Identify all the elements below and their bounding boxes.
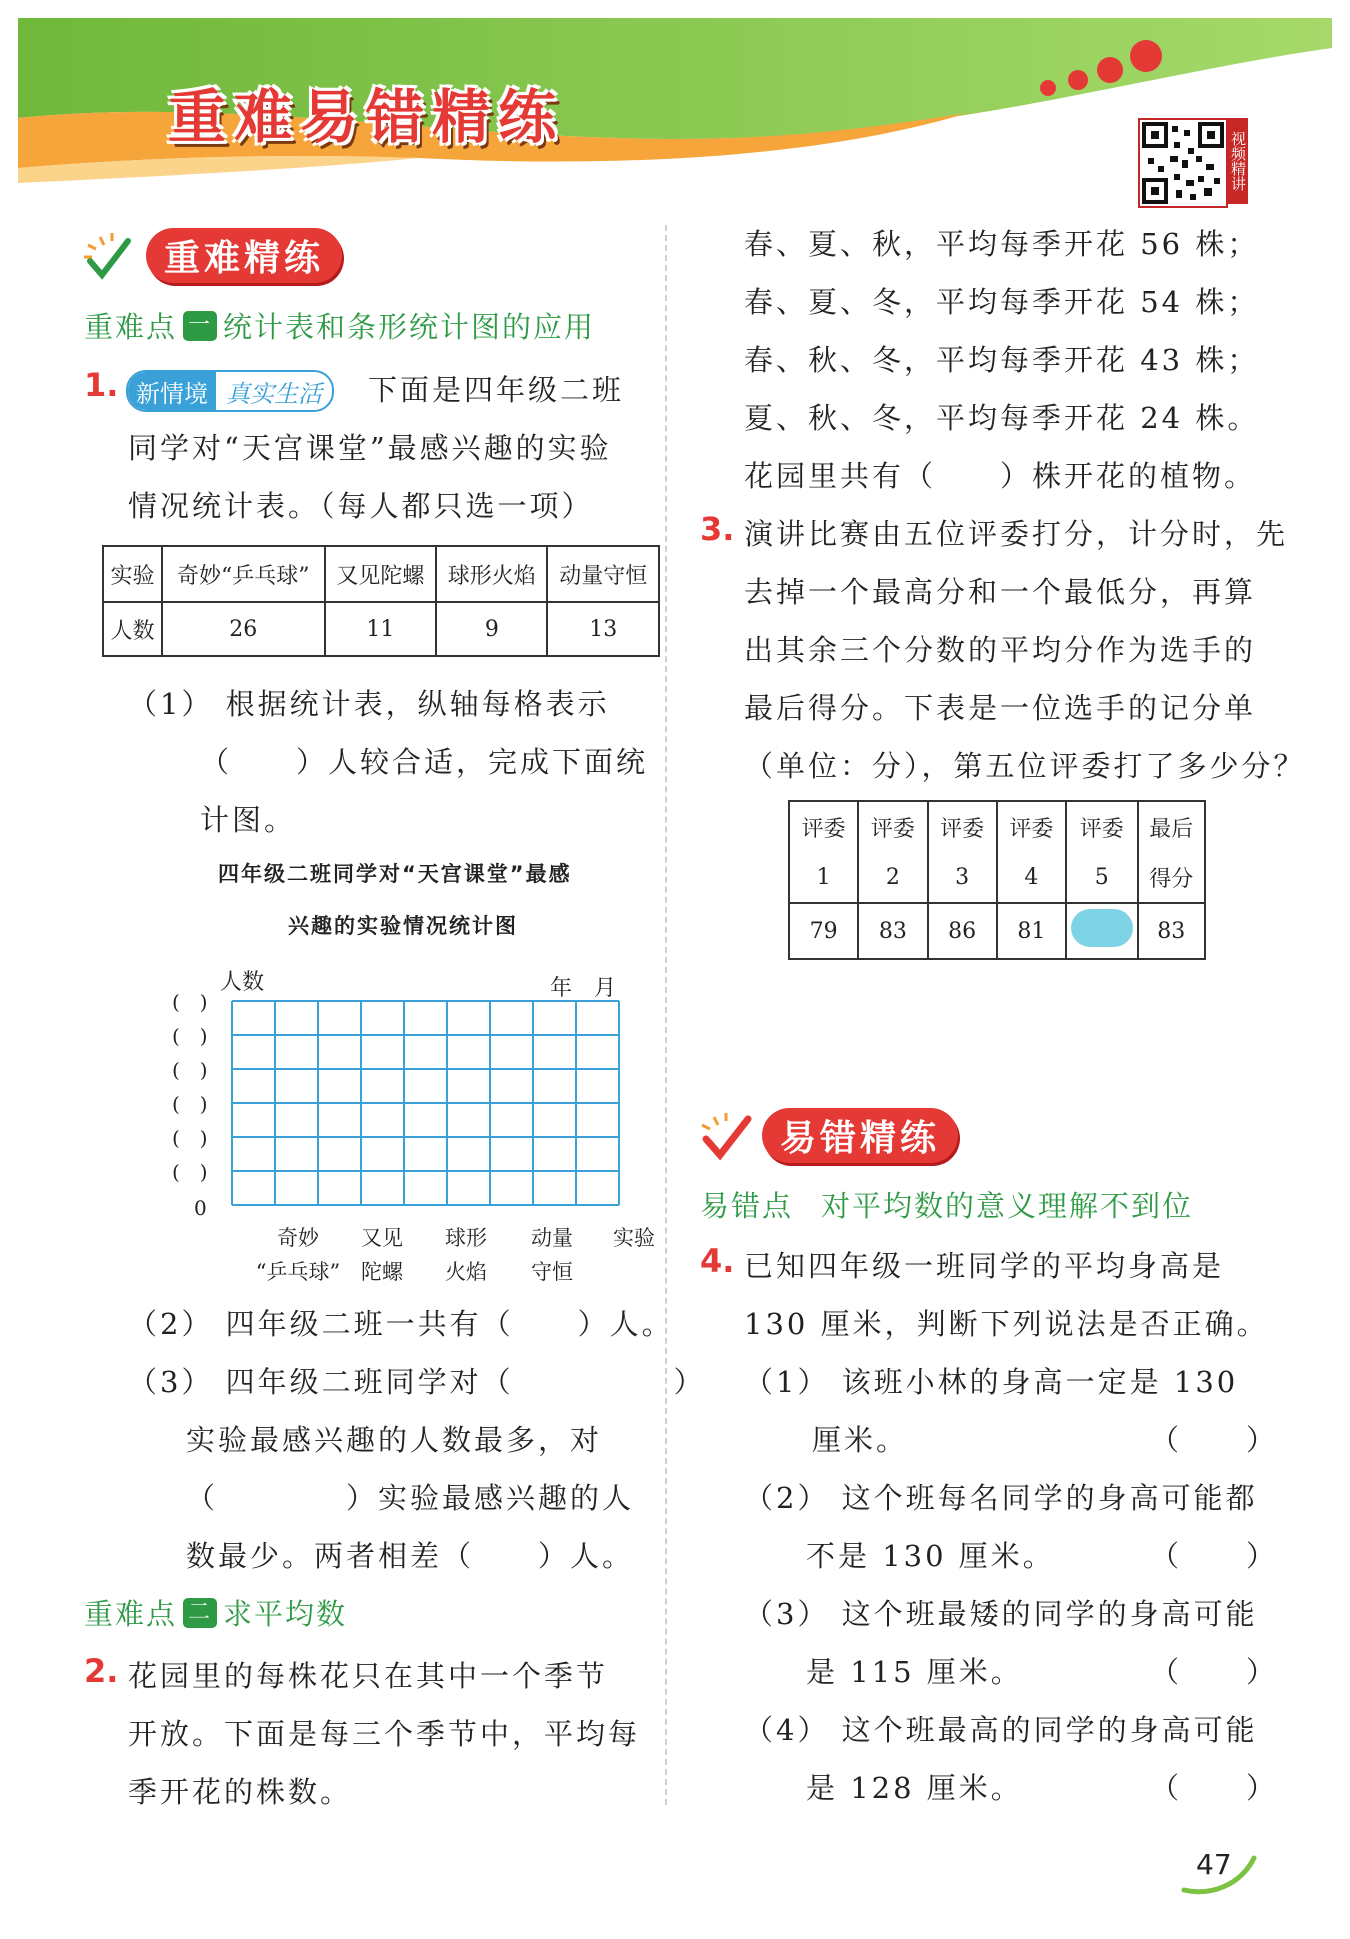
- table-header-cell: 5: [1066, 853, 1137, 903]
- covered-score-blob: [1071, 909, 1133, 947]
- y-tick-blank: ( ): [172, 990, 208, 1014]
- q4-statement2-line1: （2） 这个班每名同学的身高可能都: [744, 1481, 1258, 1515]
- y-axis-title: 人数: [220, 970, 265, 995]
- qr-code-pattern: [1140, 120, 1226, 206]
- topic-text: 求平均数: [223, 1597, 348, 1631]
- section-header-key-difficult: [82, 228, 342, 283]
- y-tick-blank: ( ): [172, 1058, 208, 1082]
- q2-season-row2: 春、夏、冬，平均每季开花 54 株；: [744, 285, 1260, 319]
- answer-blank-3[interactable]: （ ）: [1150, 1655, 1279, 1689]
- question-2-number: 2.: [84, 1652, 119, 1690]
- score-sheet-table: [788, 800, 1206, 960]
- table-header-cell: 最后: [1138, 801, 1205, 853]
- table-row: [789, 903, 1205, 959]
- x-axis-title: 实验: [613, 1226, 655, 1250]
- q1-line3: 情况统计表。（每人都只选一项）: [128, 489, 594, 523]
- table-cell: 79: [789, 903, 858, 959]
- check-mark-icon: [698, 1111, 756, 1161]
- x-tick-label: 动量: [531, 1226, 573, 1250]
- q2-line2: 开放。下面是每三个季节中，平均每: [128, 1717, 641, 1751]
- q2-line1: 花园里的每株花只在其中一个季节: [128, 1659, 609, 1693]
- table-header-cell: 1: [789, 853, 858, 903]
- table-header-row: [103, 546, 659, 602]
- new-context-tag: [126, 370, 334, 412]
- q2-season-row3: 春、秋、冬，平均每季开花 43 株；: [744, 343, 1260, 377]
- table-header-cell: 2: [858, 853, 927, 903]
- q1-part3-line3: （ ）实验最感兴趣的人: [186, 1481, 635, 1515]
- question-4-number: 4.: [700, 1242, 735, 1280]
- topic-text: 统计表和条形统计图的应用: [223, 310, 596, 344]
- table-row: [103, 602, 659, 656]
- question-3-number: 3.: [700, 510, 735, 548]
- q1-line2: 同学对“天宫课堂”最感兴趣的实验: [128, 431, 612, 465]
- topic-number-badge: 二: [183, 1598, 217, 1628]
- x-tick-label: 火焰: [445, 1260, 487, 1284]
- answer-blank-1[interactable]: （ ）: [1150, 1423, 1279, 1457]
- q1-part2: （2） 四年级二班一共有（ ）人。: [128, 1307, 674, 1341]
- topic-prefix: 重难点: [84, 310, 178, 344]
- x-tick-label: 又见: [361, 1226, 403, 1250]
- table-cell: 26: [162, 602, 325, 656]
- table-cell: 9: [436, 602, 547, 656]
- q4-line2: 130 厘米，判断下列说法是否正确。: [744, 1307, 1269, 1341]
- table-cell: 83: [858, 903, 927, 959]
- video-lecture-label[interactable]: 视频精讲: [1226, 118, 1248, 204]
- star-check-icon: [82, 231, 140, 281]
- q3-line1: 演讲比赛由五位评委打分，计分时，先: [744, 517, 1289, 551]
- q3-line2: 去掉一个最高分和一个最低分，再算: [744, 575, 1257, 609]
- q2-ask: 花园里共有（ ）株开花的植物。: [744, 459, 1257, 493]
- x-tick-label: 球形: [445, 1226, 487, 1250]
- page-banner: [18, 18, 1332, 183]
- q4-statement4-line1: （4） 这个班最高的同学的身高可能: [744, 1713, 1258, 1747]
- topic-2-heading: [84, 1592, 347, 1633]
- q4-line1: 已知四年级一班同学的平均身高是: [744, 1249, 1225, 1283]
- q4-statement1-line2: 厘米。: [812, 1423, 909, 1457]
- y-tick-blank: ( ): [172, 1092, 208, 1116]
- experiment-stats-table: [102, 545, 660, 657]
- q3-line5: （单位：分），第五位评委打了多少分？: [744, 749, 1306, 783]
- y-tick-blank: ( ): [172, 1126, 208, 1150]
- x-tick-label: 守恒: [531, 1260, 573, 1284]
- table-header-cell: 评委: [789, 801, 858, 853]
- page-number: 47: [1196, 1848, 1232, 1881]
- table-cell-hidden-score: [1066, 903, 1137, 959]
- question-1-number: 1.: [84, 366, 119, 404]
- table-cell: 13: [547, 602, 659, 656]
- table-header-cell: 3: [928, 853, 997, 903]
- q3-line4: 最后得分。下表是一位选手的记分单: [744, 691, 1257, 725]
- table-header-cell: 球形火焰: [436, 546, 547, 602]
- q2-season-row4: 夏、秋、冬，平均每季开花 24 株。: [744, 401, 1260, 435]
- table-cell: 人数: [103, 602, 162, 656]
- section-title: 易错精练: [762, 1108, 958, 1163]
- table-cell: 11: [325, 602, 436, 656]
- table-cell: 86: [928, 903, 997, 959]
- topic-3-heading: [700, 1184, 1193, 1225]
- chart-title-line1: 四年级二班同学对“天宫课堂”最感: [218, 862, 572, 886]
- chart-date-label: 年 月: [550, 976, 617, 1001]
- banner-title: 重难易错精练: [168, 83, 565, 151]
- topic-1-heading: [84, 305, 595, 346]
- table-header-cell: 实验: [103, 546, 162, 602]
- table-header-cell: 得分: [1138, 853, 1205, 903]
- table-header-cell: 动量守恒: [547, 546, 659, 602]
- chart-title-line2: 兴趣的实验情况统计图: [288, 914, 518, 938]
- q4-statement3-line2: 是 115 厘米。: [806, 1655, 1023, 1689]
- table-cell: 83: [1138, 903, 1205, 959]
- q4-statement1-line1: （1） 该班小林的身高一定是 130: [744, 1365, 1239, 1399]
- q1-part3-line4: 数最少。两者相差（ ）人。: [186, 1539, 635, 1573]
- table-header-row: [789, 801, 1205, 853]
- table-header-cell: 评委: [997, 801, 1066, 853]
- x-tick-label: 陀螺: [361, 1260, 403, 1284]
- topic-prefix: 重难点: [84, 1597, 178, 1631]
- q4-statement4-line2: 是 128 厘米。: [806, 1771, 1023, 1805]
- y-tick-blank: ( ): [172, 1024, 208, 1048]
- q3-line3: 出其余三个分数的平均分作为选手的: [744, 633, 1257, 667]
- table-header-cell: 奇妙“乒乓球”: [162, 546, 325, 602]
- q1-part1-line3: 计图。: [200, 803, 297, 837]
- table-header-cell: 评委: [858, 801, 927, 853]
- table-header-cell: 评委: [1066, 801, 1137, 853]
- q2-line3: 季开花的株数。: [128, 1775, 353, 1809]
- table-header-cell: 4: [997, 853, 1066, 903]
- section-title: 重难精练: [146, 228, 342, 283]
- topic-text: 对平均数的意义理解不到位: [821, 1189, 1194, 1223]
- origin-label: 0: [194, 1196, 207, 1220]
- q4-statement3-line1: （3） 这个班最矮的同学的身高可能: [744, 1597, 1258, 1631]
- answer-blank-4[interactable]: （ ）: [1150, 1771, 1279, 1805]
- x-tick-label: 奇妙: [277, 1226, 319, 1250]
- table-header-row: [789, 853, 1205, 903]
- y-tick-blank: ( ): [172, 1160, 208, 1184]
- table-cell: 81: [997, 903, 1066, 959]
- q1-part1-line2: （ ）人较合适，完成下面统: [200, 745, 649, 779]
- q1-part3-line1: （3） 四年级二班同学对（ ）: [128, 1365, 706, 1399]
- section-header-error-prone: [698, 1108, 958, 1163]
- topic-number-badge: 一: [183, 311, 217, 341]
- q4-statement2-line2: 不是 130 厘米。: [806, 1539, 1055, 1573]
- q1-part1-line1: （1） 根据统计表，纵轴每格表示: [128, 687, 610, 721]
- table-header-cell: 评委: [928, 801, 997, 853]
- q2-season-row1: 春、夏、秋，平均每季开花 56 株；: [744, 227, 1260, 261]
- bar-chart-canvas: [160, 965, 680, 1295]
- x-tick-label: “乒乓球”: [255, 1260, 341, 1284]
- bar-chart: [160, 965, 680, 1295]
- table-header-cell: 又见陀螺: [325, 546, 436, 602]
- answer-blank-2[interactable]: （ ）: [1150, 1539, 1279, 1573]
- qr-code[interactable]: [1138, 118, 1228, 208]
- q1-part3-line2: 实验最感兴趣的人数最多，对: [186, 1423, 603, 1457]
- column-divider: [665, 225, 667, 1805]
- tag-sublabel: 真实生活: [226, 379, 322, 408]
- topic-prefix: 易错点: [700, 1189, 794, 1223]
- q1-line1: 下面是四年级二班: [368, 373, 625, 407]
- tag-label: 新情境: [128, 372, 216, 410]
